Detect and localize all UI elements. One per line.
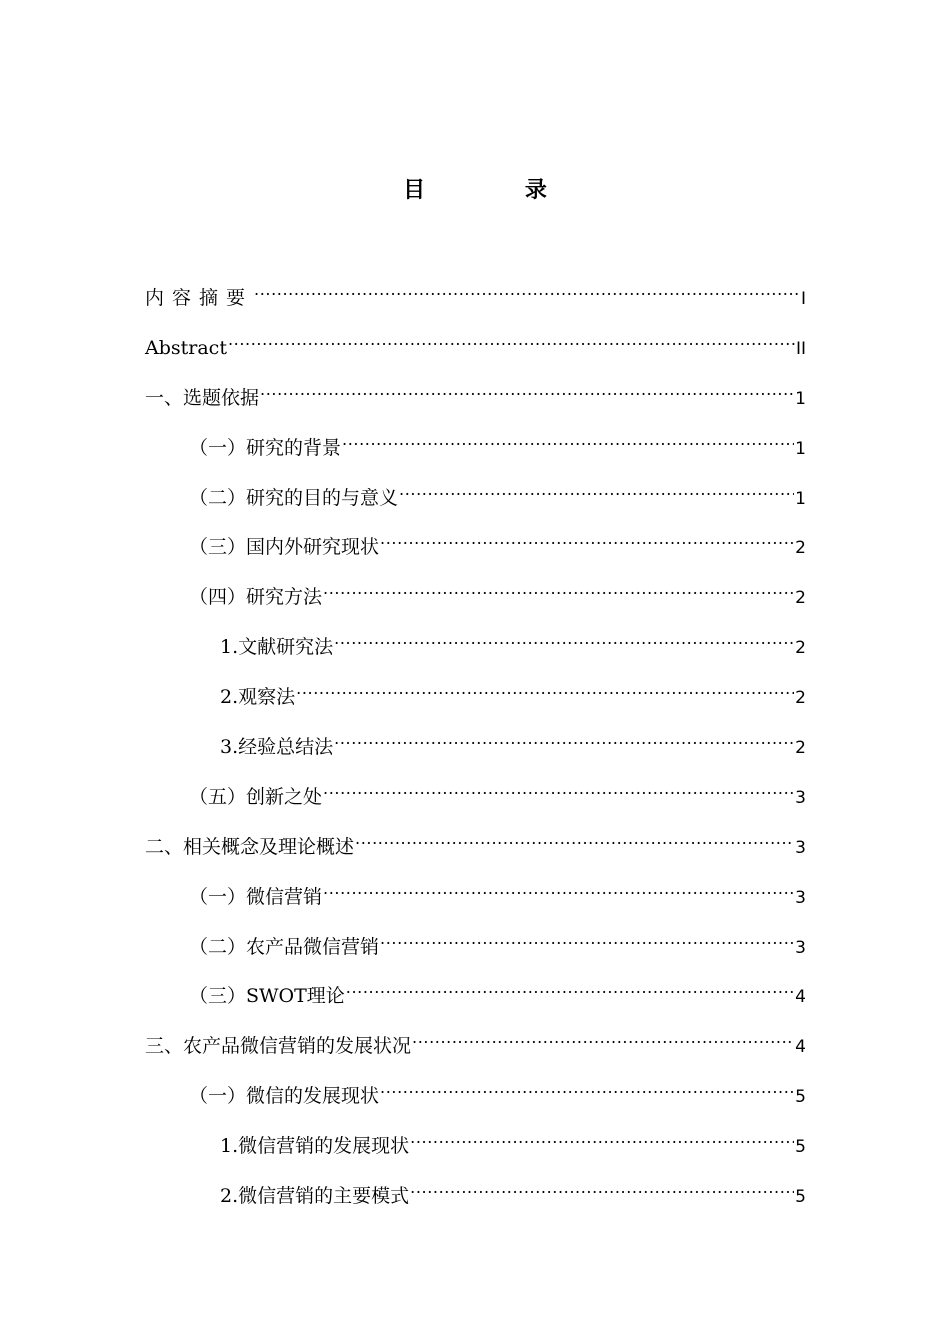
toc-page-number: 4 (795, 987, 806, 1008)
dot-leader (260, 374, 794, 404)
toc-page-number: 3 (795, 837, 806, 858)
toc-entry-label: 二、相关概念及理论概述 (145, 835, 355, 858)
toc-entry[interactable] (145, 823, 806, 873)
toc-page-number: II (795, 338, 806, 359)
dot-leader (342, 424, 794, 454)
toc-entry[interactable] (145, 1022, 806, 1072)
toc-entry-label: 2.微信营销的主要模式 (220, 1185, 410, 1208)
toc-page-number: 2 (795, 638, 806, 659)
dot-leader (380, 1072, 794, 1102)
toc-entry-label: 1.微信营销的发展现状 (220, 1135, 410, 1158)
toc-entry[interactable] (145, 523, 806, 573)
toc-page-number: 1 (795, 488, 806, 509)
dot-leader (380, 523, 794, 553)
toc-entry-label: （二）农产品微信营销 (189, 935, 380, 958)
toc-entry-label: 3.经验总结法 (220, 736, 334, 759)
dot-leader (254, 274, 800, 304)
dot-leader (410, 1122, 794, 1152)
dot-leader (412, 1022, 794, 1052)
dot-leader (380, 923, 794, 953)
dot-leader (410, 1172, 794, 1202)
dot-leader (355, 823, 794, 853)
toc-entry-label: 2.观察法 (220, 686, 296, 709)
toc-page-number: 5 (795, 1137, 806, 1158)
toc-page-number: 1 (795, 388, 806, 409)
toc-entry-label: 内容摘要 (145, 287, 254, 309)
toc-entry[interactable] (145, 873, 806, 923)
toc-page-number: 2 (795, 688, 806, 709)
toc-entry[interactable] (145, 324, 806, 374)
toc-entry-label: （三）国内外研究现状 (189, 536, 380, 559)
toc-page-number: 5 (795, 1187, 806, 1208)
dot-leader (399, 474, 794, 504)
toc-entry[interactable] (145, 972, 806, 1022)
page-title: 目 录 (403, 178, 593, 203)
dot-leader (334, 723, 794, 753)
toc-entry-label: （四）研究方法 (189, 586, 323, 609)
dot-leader (323, 873, 794, 903)
toc-entry-label: （五）创新之处 (189, 785, 323, 808)
dot-leader (228, 324, 795, 354)
toc-entry[interactable] (145, 723, 806, 773)
toc-page-number: 3 (795, 787, 806, 808)
toc-entry-label: 一、选题依据 (145, 386, 260, 409)
toc-page-number: 3 (795, 937, 806, 958)
toc-page-number: 4 (795, 1037, 806, 1058)
table-of-contents (145, 274, 806, 1222)
toc-entry[interactable] (145, 1122, 806, 1172)
toc-page-number: 5 (795, 1087, 806, 1108)
toc-page-number: 2 (795, 738, 806, 759)
toc-entry-label: （一）研究的背景 (189, 436, 342, 459)
toc-entry[interactable] (145, 623, 806, 673)
toc-entry[interactable] (145, 274, 806, 324)
dot-leader (323, 573, 794, 603)
toc-page-number: 3 (795, 887, 806, 908)
dot-leader (334, 623, 794, 653)
toc-entry-label: Abstract (145, 336, 227, 359)
toc-entry[interactable] (145, 773, 806, 823)
toc-entry-label: （二）研究的目的与意义 (189, 486, 399, 509)
toc-entry-label: 1.文献研究法 (220, 636, 334, 659)
toc-entry[interactable] (145, 1172, 806, 1222)
toc-page-number: 2 (795, 538, 806, 559)
toc-entry[interactable] (145, 923, 806, 973)
toc-page-number: I (800, 289, 806, 309)
toc-entry[interactable] (145, 1072, 806, 1122)
toc-entry-label: 三、农产品微信营销的发展状况 (145, 1035, 412, 1058)
toc-entry[interactable] (145, 374, 806, 424)
toc-entry[interactable] (145, 573, 806, 623)
toc-page-number: 1 (795, 438, 806, 459)
toc-page-number: 2 (795, 588, 806, 609)
toc-entry-label: （一）微信的发展现状 (189, 1085, 380, 1108)
dot-leader (346, 972, 794, 1002)
toc-entry[interactable] (145, 474, 806, 524)
dot-leader (296, 673, 794, 703)
toc-entry-label: （三）SWOT理论 (189, 985, 345, 1008)
toc-entry[interactable] (145, 673, 806, 723)
dot-leader (323, 773, 794, 803)
toc-entry[interactable] (145, 424, 806, 474)
toc-entry-label: （一）微信营销 (189, 885, 323, 908)
